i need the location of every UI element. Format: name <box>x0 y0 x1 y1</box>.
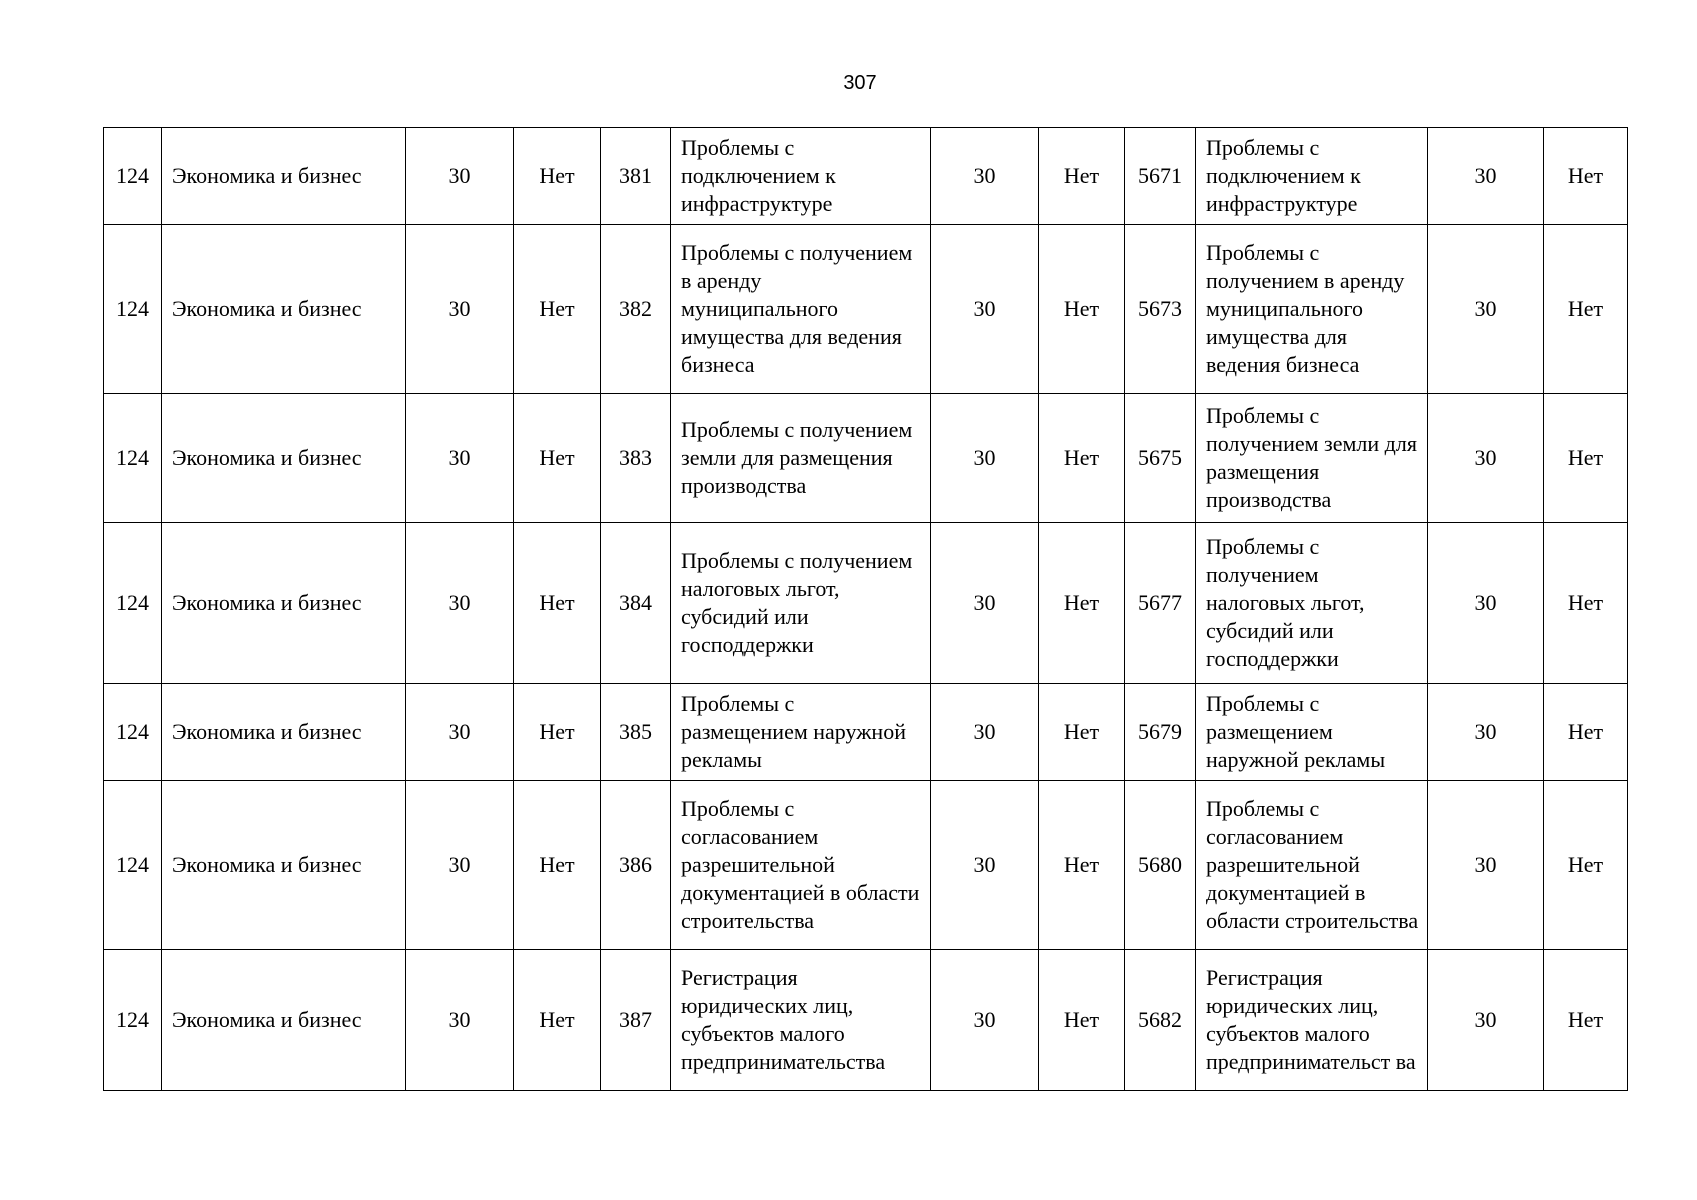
id-cell: 5680 <box>1125 781 1196 950</box>
table-row <box>104 523 1628 684</box>
category-cell: Экономика и бизнес <box>162 684 406 781</box>
code-cell: 124 <box>104 781 162 950</box>
topic-cell: Проблемы с подключением к инфраструктуре <box>1196 128 1428 225</box>
days-cell: 30 <box>931 950 1039 1091</box>
category-cell: Экономика и бизнес <box>162 128 406 225</box>
id-cell: 5673 <box>1125 225 1196 394</box>
flag-cell: Нет <box>514 394 601 523</box>
code-cell: 124 <box>104 225 162 394</box>
id-cell: 5682 <box>1125 950 1196 1091</box>
document-table <box>103 127 1628 1091</box>
days-cell: 30 <box>1428 225 1544 394</box>
days-cell: 30 <box>406 394 514 523</box>
days-cell: 30 <box>1428 523 1544 684</box>
days-cell: 30 <box>406 950 514 1091</box>
table-row <box>104 781 1628 950</box>
code-cell: 124 <box>104 684 162 781</box>
flag-cell: Нет <box>1039 781 1125 950</box>
flag-cell: Нет <box>514 684 601 781</box>
category-cell: Экономика и бизнес <box>162 225 406 394</box>
topic-cell: Регистрация юридических лиц, субъектов малого предпринимательст ва <box>1196 950 1428 1091</box>
flag-cell: Нет <box>1544 128 1628 225</box>
flag-cell: Нет <box>1039 394 1125 523</box>
code-cell: 124 <box>104 128 162 225</box>
category-cell: Экономика и бизнес <box>162 523 406 684</box>
flag-cell: Нет <box>1039 950 1125 1091</box>
page-number: 307 <box>843 72 877 94</box>
id-cell: 386 <box>601 781 671 950</box>
days-cell: 30 <box>406 523 514 684</box>
flag-cell: Нет <box>514 781 601 950</box>
topic-cell: Проблемы с получением в аренду муниципального имущества для ведения бизнеса <box>1196 225 1428 394</box>
topic-cell: Проблемы с размещением наружной рекламы <box>1196 684 1428 781</box>
topic-cell: Проблемы с получением в аренду муниципального имущества для ведения бизнеса <box>671 225 931 394</box>
topic-cell: Проблемы с размещением наружной рекламы <box>671 684 931 781</box>
days-cell: 30 <box>931 394 1039 523</box>
days-cell: 30 <box>931 684 1039 781</box>
topic-cell: Проблемы с подключением к инфраструктуре <box>671 128 931 225</box>
flag-cell: Нет <box>1039 128 1125 225</box>
topic-cell: Проблемы с согласованием разрешительной документацией в области строительства <box>1196 781 1428 950</box>
topic-cell: Проблемы с получением земли для размещения производства <box>671 394 931 523</box>
code-cell: 124 <box>104 950 162 1091</box>
topic-cell: Регистрация юридических лиц, субъектов малого предпринимательства <box>671 950 931 1091</box>
days-cell: 30 <box>931 781 1039 950</box>
topic-cell: Проблемы с получением земли для размещения производства <box>1196 394 1428 523</box>
days-cell: 30 <box>1428 781 1544 950</box>
flag-cell: Нет <box>1544 394 1628 523</box>
id-cell: 385 <box>601 684 671 781</box>
id-cell: 381 <box>601 128 671 225</box>
flag-cell: Нет <box>514 128 601 225</box>
table-row <box>104 684 1628 781</box>
id-cell: 5675 <box>1125 394 1196 523</box>
days-cell: 30 <box>931 225 1039 394</box>
table-row <box>104 950 1628 1091</box>
days-cell: 30 <box>406 684 514 781</box>
days-cell: 30 <box>406 225 514 394</box>
flag-cell: Нет <box>1544 781 1628 950</box>
id-cell: 384 <box>601 523 671 684</box>
flag-cell: Нет <box>1544 225 1628 394</box>
days-cell: 30 <box>406 781 514 950</box>
table-row <box>104 394 1628 523</box>
id-cell: 5679 <box>1125 684 1196 781</box>
id-cell: 387 <box>601 950 671 1091</box>
flag-cell: Нет <box>514 523 601 684</box>
days-cell: 30 <box>1428 684 1544 781</box>
flag-cell: Нет <box>514 950 601 1091</box>
flag-cell: Нет <box>514 225 601 394</box>
category-cell: Экономика и бизнес <box>162 950 406 1091</box>
days-cell: 30 <box>931 523 1039 684</box>
days-cell: 30 <box>931 128 1039 225</box>
flag-cell: Нет <box>1039 225 1125 394</box>
topic-cell: Проблемы с получением налоговых льгот, субсидий или господдержки <box>671 523 931 684</box>
topic-cell: Проблемы с согласованием разрешительной документацией в области строительства <box>671 781 931 950</box>
id-cell: 5671 <box>1125 128 1196 225</box>
category-cell: Экономика и бизнес <box>162 394 406 523</box>
days-cell: 30 <box>406 128 514 225</box>
category-cell: Экономика и бизнес <box>162 781 406 950</box>
table-row <box>104 225 1628 394</box>
days-cell: 30 <box>1428 950 1544 1091</box>
topic-cell: Проблемы с получением налоговых льгот, субсидий или господдержки <box>1196 523 1428 684</box>
flag-cell: Нет <box>1544 950 1628 1091</box>
days-cell: 30 <box>1428 128 1544 225</box>
code-cell: 124 <box>104 394 162 523</box>
code-cell: 124 <box>104 523 162 684</box>
flag-cell: Нет <box>1544 684 1628 781</box>
id-cell: 383 <box>601 394 671 523</box>
flag-cell: Нет <box>1039 684 1125 781</box>
days-cell: 30 <box>1428 394 1544 523</box>
id-cell: 5677 <box>1125 523 1196 684</box>
flag-cell: Нет <box>1544 523 1628 684</box>
table-row <box>104 128 1628 225</box>
flag-cell: Нет <box>1039 523 1125 684</box>
id-cell: 382 <box>601 225 671 394</box>
